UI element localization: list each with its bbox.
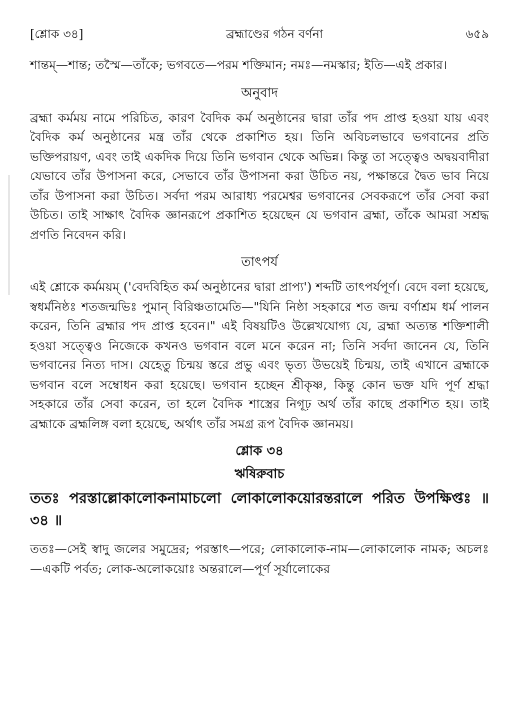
translation-heading: অনুবাদ bbox=[241, 85, 278, 101]
translation-text: ব্রহ্মা কর্মময় নামে পরিচিত, কারণ বৈদিক কর্ম অনুষ্ঠানের দ্বারা তাঁর পদ প্রাপ্ত হওয়া যায় এবং বৈদিক কর্ম অনুষ্ঠানের মন্ত্র তাঁর থেকে প্রকাশিত হয়। তিনি অবিচলভাবে ভগবানের প্রতি ভক্তিপরায়ণ, এবং তাই একদিক দিয়ে তিনি ভগবান থেকে অভিন্ন। কিন্তু তা সত্ত্বেও অদ্বয়বাদীরা যেভাবে তাঁর উপাসনা করে, সেভাবে তাঁর উপাসনা করা উচিত নয়, পক্ষান্তরে দ্বৈত ভাব নিয়ে তাঁর উপাসনা করা উচিত। সর্বদা পরম আরাধ্য পরমেশ্বর ভগবানের সেবকরূপে তাঁর সেবা করা উচিত। তাই সাক্ষাৎ বৈদিক জ্ঞানরূপে প্রকাশিত হয়েছেন যে ভগবান ব্রহ্মা, তাঁকে আমরা সশ্রদ্ধ প্রণতি নিবেদন করি। bbox=[30, 110, 489, 242]
verse-number-heading: শ্লোক ৩৪ bbox=[235, 444, 284, 459]
page-header bbox=[30, 26, 489, 46]
synonyms-top: শান্তম্—শান্ত; তস্মৈ—তাঁকে; ভগবতে—পরম শক্তিমান; নমঃ—নমস্কার; ইতি—এই প্রকার। bbox=[30, 58, 448, 72]
synonyms-bottom: ততঃ—সেই স্বাদু জলের সমুদ্রের; পরস্তাৎ—পরে; লোকালোক-নাম—লোকালোক নামক; অচলঃ—একটি পর্বত; লোক-অলোকয়োঃ অন্তরালে—পূর্ণ সূর্যালোকের bbox=[30, 542, 489, 576]
verse-reference: [শ্লোক ৩৪] bbox=[30, 27, 84, 41]
scan-shadow bbox=[8, 175, 10, 295]
verse-text: ততঃ পরস্তাল্লোকালোকনামাচলো লোকালোকয়োরন্তরালে পরিত উপক্ষিপ্তঃ ॥ ৩৪ ॥ bbox=[30, 490, 489, 529]
speaker-heading: ঋষিরুবাচ bbox=[234, 467, 285, 482]
purport-text: এই শ্লোকে কর্মময়ম্ ('বেদবিহিত কর্ম অনুষ্ঠানের দ্বারা প্রাপ্য') শব্দটি তাৎপর্যপূর্ণ। বেদে বলা হয়েছে, স্বধর্মনিষ্ঠঃ শতজন্মভিঃ পুমান্ বিরিঞ্চতামেতি—"যিনি নিষ্ঠা সহকারে শত জন্ম বর্ণাশ্রম ধর্ম পালন করেন, তিনি ব্রহ্মার পদ প্রাপ্ত হবেন।" এই বিষয়টিও উল্লেখযোগ্য যে, ব্রহ্মা অত্যন্ত শক্তিশালী হওয়া সত্ত্বেও নিজেকে কখনও ভগবান বলে মনে করেন না; তিনি সর্বদা জানেন যে, তিনি ভগবানের নিত্য দাস। যেহেতু চিন্ময় স্তরে প্রভু এবং ভৃত্য উভয়েই চিন্ময়, তাই এখানে ব্রহ্মাকে ভগবান বলে সম্বোধন করা হয়েছে। ভগবান হচ্ছেন শ্রীকৃষ্ণ, কিন্তু কোন ভক্ত যদি পূর্ণ শ্রদ্ধা সহকারে তাঁর সেবা করেন, তা হলে বৈদিক শাস্ত্রের নিগূঢ় অর্থ তাঁর কাছে প্রকাশিত হয়। তাই ব্রহ্মাকে ব্রহ্মলিঙ্গ বলা হয়েছে, অর্থাৎ তাঁর সমগ্র রূপ বৈদিক জ্ঞানময়। bbox=[30, 280, 489, 431]
chapter-title: ব্রহ্মাণ্ডের গঠন বর্ণনা bbox=[225, 27, 323, 41]
page-number: ৬৫৯ bbox=[465, 27, 489, 41]
purport-heading: তাৎপর্য bbox=[241, 255, 278, 270]
